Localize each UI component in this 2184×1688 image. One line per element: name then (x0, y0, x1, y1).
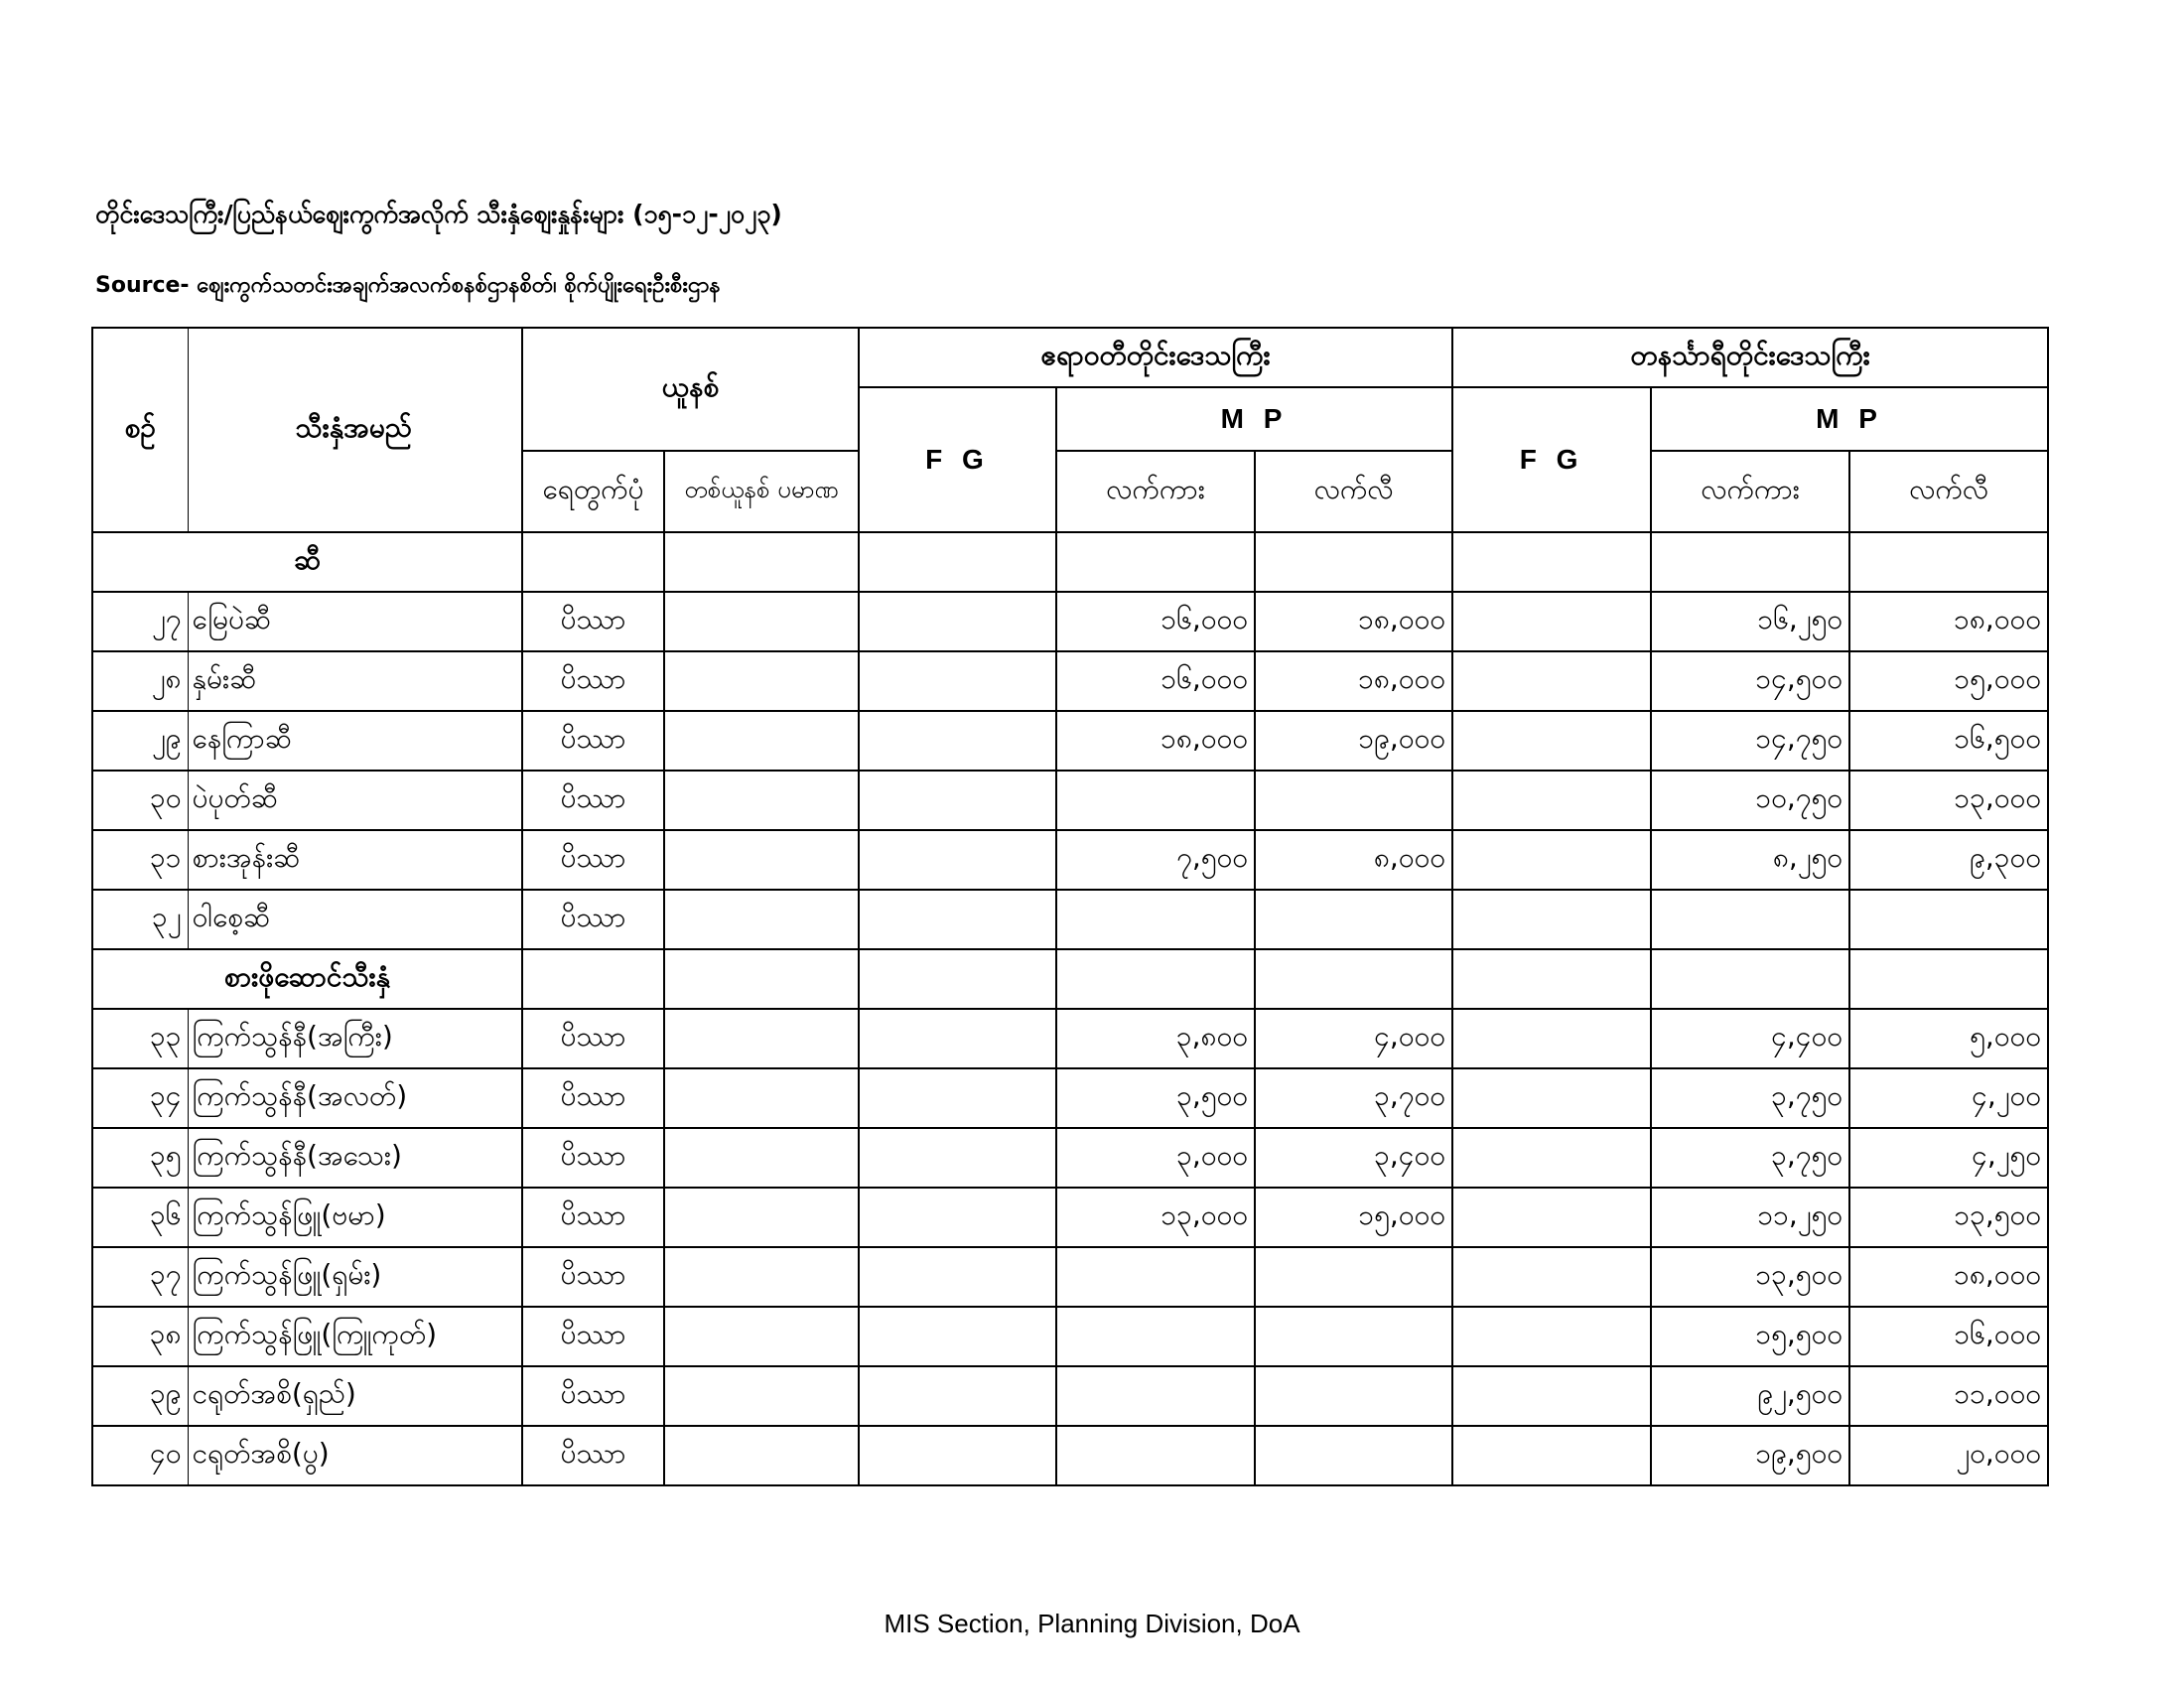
item-name: ကြက်သွန်ဖြူ(ဗမာ) (188, 1188, 522, 1247)
table-row (92, 1366, 2048, 1426)
unit-metric (664, 830, 859, 890)
table-row (92, 1247, 2048, 1307)
empty-cell (1452, 532, 1651, 592)
region2-retail: ၁၁,၀၀၀ (1849, 1366, 2048, 1426)
header-region-ayeyarwady: ဧရာဝတီတိုင်းဒေသကြီး (859, 328, 1452, 387)
header-region-tanintharyi: တနင်္သာရီတိုင်းဒေသကြီး (1452, 328, 2048, 387)
empty-cell (1452, 949, 1651, 1009)
unit-metric (664, 1366, 859, 1426)
empty-cell (1255, 532, 1452, 592)
empty-cell (1651, 949, 1849, 1009)
region2-retail: ၁၈,၀၀၀ (1849, 1247, 2048, 1307)
empty-cell (664, 949, 859, 1009)
empty-cell (522, 532, 664, 592)
table-row (92, 651, 2048, 711)
row-number: ၄၀ (92, 1426, 188, 1485)
unit-local: ပိဿာ (522, 711, 664, 771)
table-row (92, 1068, 2048, 1128)
row-number: ၃၄ (92, 1068, 188, 1128)
empty-cell (1056, 532, 1255, 592)
region2-retail: ၁၃,၅၀၀ (1849, 1188, 2048, 1247)
unit-metric (664, 1128, 859, 1188)
item-name: ပဲပုတ်ဆီ (188, 771, 522, 830)
empty-cell (1056, 949, 1255, 1009)
region2-fg (1452, 1247, 1651, 1307)
unit-local: ပိဿာ (522, 1128, 664, 1188)
region2-fg (1452, 771, 1651, 830)
region1-fg (859, 1128, 1056, 1188)
item-name: ငရုတ်အစိ(ပွ) (188, 1426, 522, 1485)
region1-fg (859, 830, 1056, 890)
region2-retail: ၉,၃၀၀ (1849, 830, 2048, 890)
region1-retail (1255, 771, 1452, 830)
empty-cell (859, 532, 1056, 592)
region1-retail: ၁၅,၀၀၀ (1255, 1188, 1452, 1247)
unit-local: ပိဿာ (522, 1068, 664, 1128)
region2-fg (1452, 711, 1651, 771)
row-number: ၃၃ (92, 1009, 188, 1068)
item-name: ကြက်သွန်နီ(အကြီး) (188, 1009, 522, 1068)
region1-wholesale: ၃,၅၀၀ (1056, 1068, 1255, 1128)
category-food-crops: စားဖိုဆောင်သီးနှံ (92, 949, 522, 1009)
row-number: ၂၉ (92, 711, 188, 771)
unit-local: ပိဿာ (522, 1307, 664, 1366)
region2-wholesale: ၁၀,၇၅၀ (1651, 771, 1849, 830)
empty-cell (859, 949, 1056, 1009)
header-unit-local: ရေတွက်ပုံ (522, 451, 664, 532)
category-oil: ဆီ (92, 532, 522, 592)
region1-fg (859, 592, 1056, 651)
unit-local: ပိဿာ (522, 890, 664, 949)
region1-retail: ၈,၀၀၀ (1255, 830, 1452, 890)
row-number: ၃၉ (92, 1366, 188, 1426)
region1-retail (1255, 890, 1452, 949)
unit-metric (664, 651, 859, 711)
region1-wholesale: ၃,၀၀၀ (1056, 1128, 1255, 1188)
unit-metric (664, 1307, 859, 1366)
region1-wholesale: ၁၆,၀၀၀ (1056, 592, 1255, 651)
header-mp-region1: M P (1056, 387, 1452, 451)
empty-cell (1849, 949, 2048, 1009)
unit-metric (664, 890, 859, 949)
unit-local: ပိဿာ (522, 771, 664, 830)
region2-wholesale: ၁၄,၇၅၀ (1651, 711, 1849, 771)
header-fg-region1: F G (859, 387, 1056, 532)
region1-retail (1255, 1366, 1452, 1426)
table-row (92, 830, 2048, 890)
region1-wholesale (1056, 771, 1255, 830)
category-row (92, 532, 2048, 592)
table-row (92, 890, 2048, 949)
region2-wholesale: ၄,၄၀၀ (1651, 1009, 1849, 1068)
region2-wholesale: ၁၆,၂၅၀ (1651, 592, 1849, 651)
region1-fg (859, 1188, 1056, 1247)
region1-wholesale: ၇,၅၀၀ (1056, 830, 1255, 890)
region1-retail (1255, 1307, 1452, 1366)
region1-retail: ၃,၇၀၀ (1255, 1068, 1452, 1128)
header-retail-region1: လက်လီ (1255, 451, 1452, 532)
empty-cell (1849, 532, 2048, 592)
row-number: ၃၀ (92, 771, 188, 830)
region1-fg (859, 651, 1056, 711)
header-retail-region2: လက်လီ (1849, 451, 2048, 532)
unit-metric (664, 1009, 859, 1068)
region2-wholesale: ၁၃,၅၀၀ (1651, 1247, 1849, 1307)
item-name: နေကြာဆီ (188, 711, 522, 771)
item-name: ကြက်သွန်ဖြူ(ရှမ်း) (188, 1247, 522, 1307)
header-unit: ယူနစ် (522, 328, 859, 451)
price-table (91, 327, 2049, 1486)
region2-retail: ၂၀,၀၀၀ (1849, 1426, 2048, 1485)
region1-fg (859, 1426, 1056, 1485)
unit-metric (664, 771, 859, 830)
region1-wholesale: ၁၃,၀၀၀ (1056, 1188, 1255, 1247)
region1-fg (859, 711, 1056, 771)
region2-fg (1452, 1009, 1651, 1068)
unit-local: ပိဿာ (522, 1247, 664, 1307)
header-item: သီးနှံအမည် (188, 328, 522, 532)
item-name: ဝါစေ့ဆီ (188, 890, 522, 949)
region2-retail (1849, 890, 2048, 949)
table-row (92, 592, 2048, 651)
region2-fg (1452, 1366, 1651, 1426)
region1-fg (859, 771, 1056, 830)
unit-metric (664, 711, 859, 771)
region1-retail (1255, 1247, 1452, 1307)
unit-metric (664, 1188, 859, 1247)
region2-wholesale: ၃,၇၅၀ (1651, 1128, 1849, 1188)
unit-local: ပိဿာ (522, 1009, 664, 1068)
source-line: Source- ဈေးကွက်သတင်းအချက်အလက်စနစ်ဌာနစိတ်၊ စိုက်ပျိုးရေးဦးစီးဌာန (95, 273, 721, 298)
page-footer: MIS Section, Planning Division, DoA (884, 1609, 1300, 1638)
table-row (92, 1307, 2048, 1366)
row-number: ၃၆ (92, 1188, 188, 1247)
item-name: ငရုတ်အစိ(ရှည်) (188, 1366, 522, 1426)
region2-fg (1452, 1068, 1651, 1128)
table-row (92, 1188, 2048, 1247)
region2-retail: ၁၆,၀၀၀ (1849, 1307, 2048, 1366)
region1-wholesale (1056, 1366, 1255, 1426)
region1-retail: ၃,၄၀၀ (1255, 1128, 1452, 1188)
region2-retail: ၄,၂၅၀ (1849, 1128, 2048, 1188)
row-number: ၃၈ (92, 1307, 188, 1366)
region1-retail (1255, 1426, 1452, 1485)
item-name: စားအုန်းဆီ (188, 830, 522, 890)
unit-local: ပိဿာ (522, 1188, 664, 1247)
unit-metric (664, 1247, 859, 1307)
region1-wholesale (1056, 1307, 1255, 1366)
region1-retail: ၄,၀၀၀ (1255, 1009, 1452, 1068)
header-wholesale-region1: လက်ကား (1056, 451, 1255, 532)
category-row (92, 949, 2048, 1009)
region2-fg (1452, 1307, 1651, 1366)
region2-wholesale: ၉၂,၅၀၀ (1651, 1366, 1849, 1426)
table-row (92, 1426, 2048, 1485)
region1-fg (859, 1247, 1056, 1307)
empty-cell (1255, 949, 1452, 1009)
unit-local: ပိဿာ (522, 592, 664, 651)
empty-cell (1651, 532, 1849, 592)
region2-fg (1452, 1128, 1651, 1188)
table-row (92, 771, 2048, 830)
region2-fg (1452, 830, 1651, 890)
region2-retail: ၁၅,၀၀၀ (1849, 651, 2048, 711)
header-unit-metric: တစ်ယူနစ် ပမာဏ (664, 451, 859, 532)
region1-wholesale (1056, 890, 1255, 949)
region1-fg (859, 890, 1056, 949)
region2-fg (1452, 651, 1651, 711)
region1-retail: ၁၈,၀၀၀ (1255, 592, 1452, 651)
region2-fg (1452, 890, 1651, 949)
table-row (92, 1128, 2048, 1188)
region2-wholesale: ၁၁,၂၅၀ (1651, 1188, 1849, 1247)
region2-retail: ၁၃,၀၀၀ (1849, 771, 2048, 830)
unit-local: ပိဿာ (522, 830, 664, 890)
row-number: ၂၈ (92, 651, 188, 711)
table-row (92, 711, 2048, 771)
row-number: ၃၁ (92, 830, 188, 890)
item-name: ကြက်သွန်နီ(အလတ်) (188, 1068, 522, 1128)
region2-wholesale: ၁၄,၅၀၀ (1651, 651, 1849, 711)
region2-retail: ၁၆,၅၀၀ (1849, 711, 2048, 771)
region2-retail: ၅,၀၀၀ (1849, 1009, 2048, 1068)
header-no: စဉ် (92, 328, 188, 532)
region2-fg (1452, 592, 1651, 651)
region1-retail: ၁၈,၀၀၀ (1255, 651, 1452, 711)
header-fg-region2: F G (1452, 387, 1651, 532)
region2-retail: ၄,၂၀၀ (1849, 1068, 2048, 1128)
region1-wholesale (1056, 1247, 1255, 1307)
region2-fg (1452, 1188, 1651, 1247)
unit-metric (664, 1426, 859, 1485)
unit-local: ပိဿာ (522, 1426, 664, 1485)
table-row (92, 1009, 2048, 1068)
region1-wholesale: ၁၆,၀၀၀ (1056, 651, 1255, 711)
region1-fg (859, 1068, 1056, 1128)
item-name: ကြက်သွန်ဖြူ(ကြူကုတ်) (188, 1307, 522, 1366)
row-number: ၃၂ (92, 890, 188, 949)
region2-wholesale: ၈,၂၅၀ (1651, 830, 1849, 890)
region2-wholesale: ၁၅,၅၀၀ (1651, 1307, 1849, 1366)
region1-fg (859, 1307, 1056, 1366)
unit-metric (664, 1068, 859, 1128)
row-number: ၂၇ (92, 592, 188, 651)
region2-wholesale (1651, 890, 1849, 949)
unit-local: ပိဿာ (522, 1366, 664, 1426)
region1-wholesale: ၁၈,၀၀၀ (1056, 711, 1255, 771)
region2-wholesale: ၃,၇၅၀ (1651, 1068, 1849, 1128)
region1-fg (859, 1009, 1056, 1068)
region1-wholesale (1056, 1426, 1255, 1485)
region2-fg (1452, 1426, 1651, 1485)
header-wholesale-region2: လက်ကား (1651, 451, 1849, 532)
region2-wholesale: ၁၉,၅၀၀ (1651, 1426, 1849, 1485)
unit-metric (664, 592, 859, 651)
region1-fg (859, 1366, 1056, 1426)
unit-local: ပိဿာ (522, 651, 664, 711)
region2-retail: ၁၈,၀၀၀ (1849, 592, 2048, 651)
item-name: ကြက်သွန်နီ(အသေး) (188, 1128, 522, 1188)
region1-retail: ၁၉,၀၀၀ (1255, 711, 1452, 771)
empty-cell (522, 949, 664, 1009)
item-name: နှမ်းဆီ (188, 651, 522, 711)
row-number: ၃၇ (92, 1247, 188, 1307)
empty-cell (664, 532, 859, 592)
header-mp-region2: M P (1651, 387, 2048, 451)
document-title: တိုင်းဒေသကြီး/ပြည်နယ်ဈေးကွက်အလိုက် သီးနှံဈေးနှုန်းများ (၁၅-၁၂-၂၀၂၃) (95, 200, 782, 228)
region1-wholesale: ၃,၈၀၀ (1056, 1009, 1255, 1068)
row-number: ၃၅ (92, 1128, 188, 1188)
item-name: မြေပဲဆီ (188, 592, 522, 651)
